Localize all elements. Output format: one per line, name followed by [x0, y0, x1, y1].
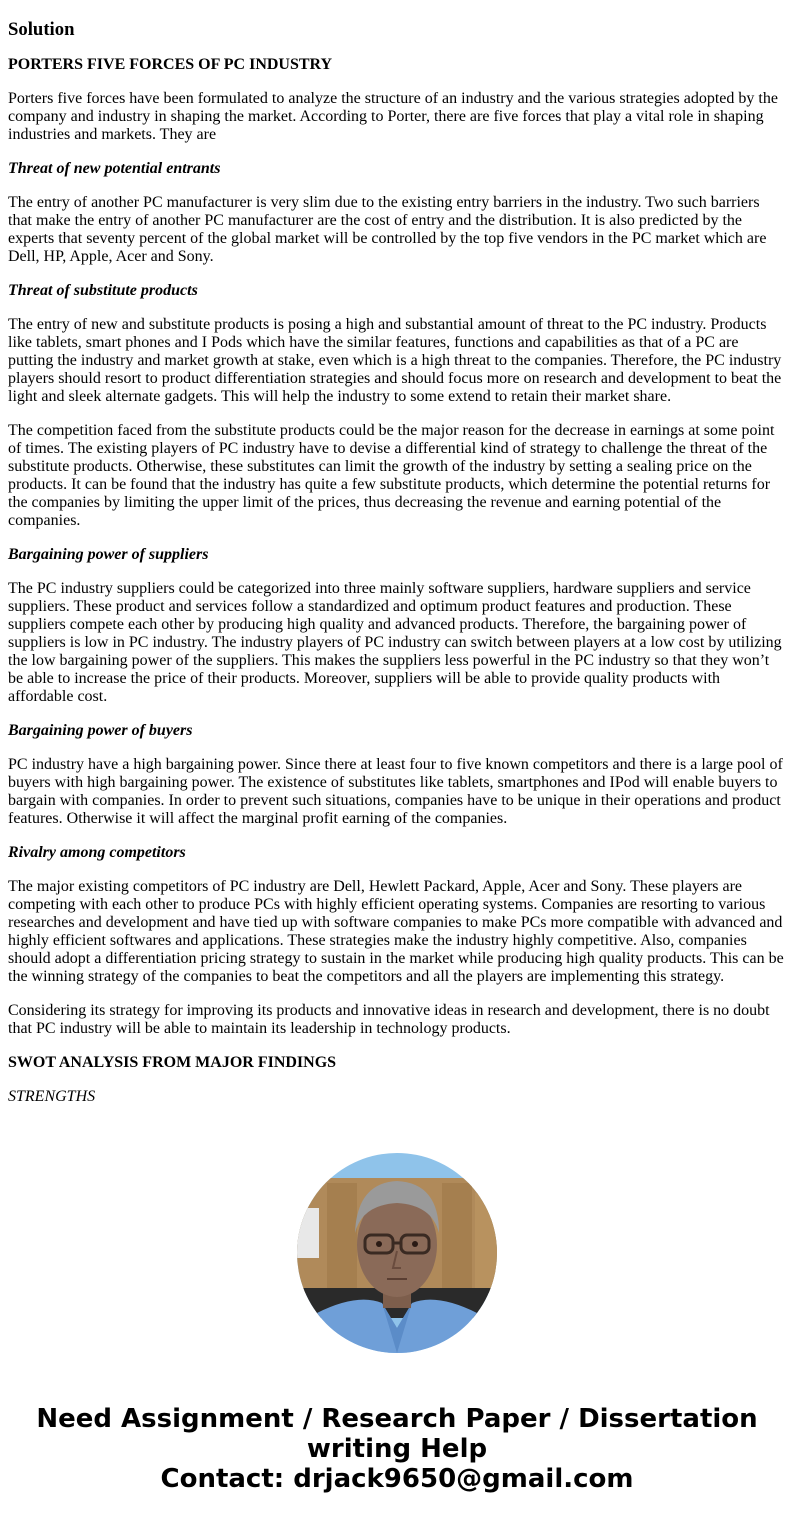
paragraph-new-entrants: The entry of another PC manufacturer is very slim due to the existing entry barriers in the industry. Two such barriers that make the entry of another PC manufacturer are the cost of entry and the distribution. It is also predicted by the experts that seventy percent of the global market will be controlled by the top five vendors in the PC market which are Dell, HP, Apple, Acer and Sony. [8, 194, 767, 265]
promo-banner [0, 1404, 794, 1494]
author-portrait [297, 1153, 497, 1353]
subheading-substitutes: Threat of substitute products [8, 282, 198, 299]
promo-line-writing-help: writing Help [306, 1434, 488, 1464]
promo-line-assignment-help: Need Assignment / Research Paper / Dissertation [36, 1404, 758, 1434]
page-title: Solution [8, 19, 75, 40]
subheading-new-entrants: Threat of new potential entrants [8, 160, 221, 177]
subheading-suppliers: Bargaining power of suppliers [8, 546, 209, 563]
subheading-buyers: Bargaining power of buyers [8, 722, 193, 739]
paragraph-substitutes-2: The competition faced from the substitute products could be the major reason for the decrease in earnings at some point of times. The existing players of PC industry have to devise a differential kind of strategy to challenge the threat of the substitute products. Otherwise, these substitutes can limit the growth of the industry by setting a sealing price on the products. It can be found that the industry has quite a few substitute products, which determine the potential returns for the companies by limiting the upper limit of the prices, thus decreasing the revenue and earning potential of the companies. [8, 422, 775, 529]
paragraph-substitutes-1: The entry of new and substitute products is posing a high and substantial amount of threat to the PC industry. Products like tablets, smart phones and I Pods which have the similar features, functions and capabilities as that of a PC are putting the industry and market growth at stake, even which is a high threat to the companies. Therefore, the PC industry players should resort to product differentiation strategies and should focus more on research and development to beat the light and sleek alternate gadgets. This will help the industry to some extend to retain their market share. [8, 316, 782, 405]
subheading-rivalry: Rivalry among competitors [8, 844, 186, 861]
paragraph-conclusion: Considering its strategy for improving its products and innovative ideas in research and development, there is no doubt that PC industry will be able to maintain its leadership in technology products. [8, 1002, 770, 1037]
section-heading-swot: SWOT ANALYSIS FROM MAJOR FINDINGS [8, 1054, 337, 1071]
paragraph-buyers: PC industry have a high bargaining power. Since there at least four to five known competitors and there is a large pool of buyers with high bargaining power. The existence of substitutes like tablets, smartphones and IPod will enable buyers to bargain with companies. In order to prevent such situations, companies have to be unique in their operations and product features. Otherwise it will affect the marginal profit earning of the companies. [8, 756, 783, 827]
subheading-strengths: STRENGTHS [8, 1088, 96, 1105]
paragraph-porters-intro: Porters five forces have been formulated to analyze the structure of an industry and the various strategies adopted by the company and industry in shaping the market. According to Porter, there are five forces that play a vital role in shaping industries and markets. They are [8, 90, 778, 143]
paragraph-suppliers: The PC industry suppliers could be categorized into three mainly software suppliers, hardware suppliers and service suppliers. These product and services follow a standardized and optimum product features and production. These suppliers compete each other by producing high quality and advanced products. Therefore, the bargaining power of suppliers is low in PC industry. The industry players of PC industry can switch between players at a low cost by utilizing the low bargaining power of the suppliers. This makes the suppliers less powerful in the PC industry so that they won’t be able to increase the price of their products. Moreover, suppliers will be able to provide quality products with affordable cost. [8, 580, 782, 705]
person-portrait-icon [297, 1153, 497, 1353]
section-heading-porters: PORTERS FIVE FORCES OF PC INDUSTRY [8, 56, 333, 73]
paragraph-rivalry: The major existing competitors of PC industry are Dell, Hewlett Packard, Apple, Acer and Sony. These players are competing with each other to produce PCs with highly efficient operating systems. Companies are resorting to various researches and development and have tied up with software companies to make PCs more compatible with advanced and highly efficient softwares and applications. These strategies make the industry highly competitive. Also, companies should adopt a differentiation pricing strategy to sustain in the market while producing high quality products. This can be the winning strategy of the companies to beat the competitors and all the players are implementing this strategy. [8, 878, 784, 985]
promo-contact-email: Contact: drjack9650@gmail.com [160, 1464, 634, 1494]
